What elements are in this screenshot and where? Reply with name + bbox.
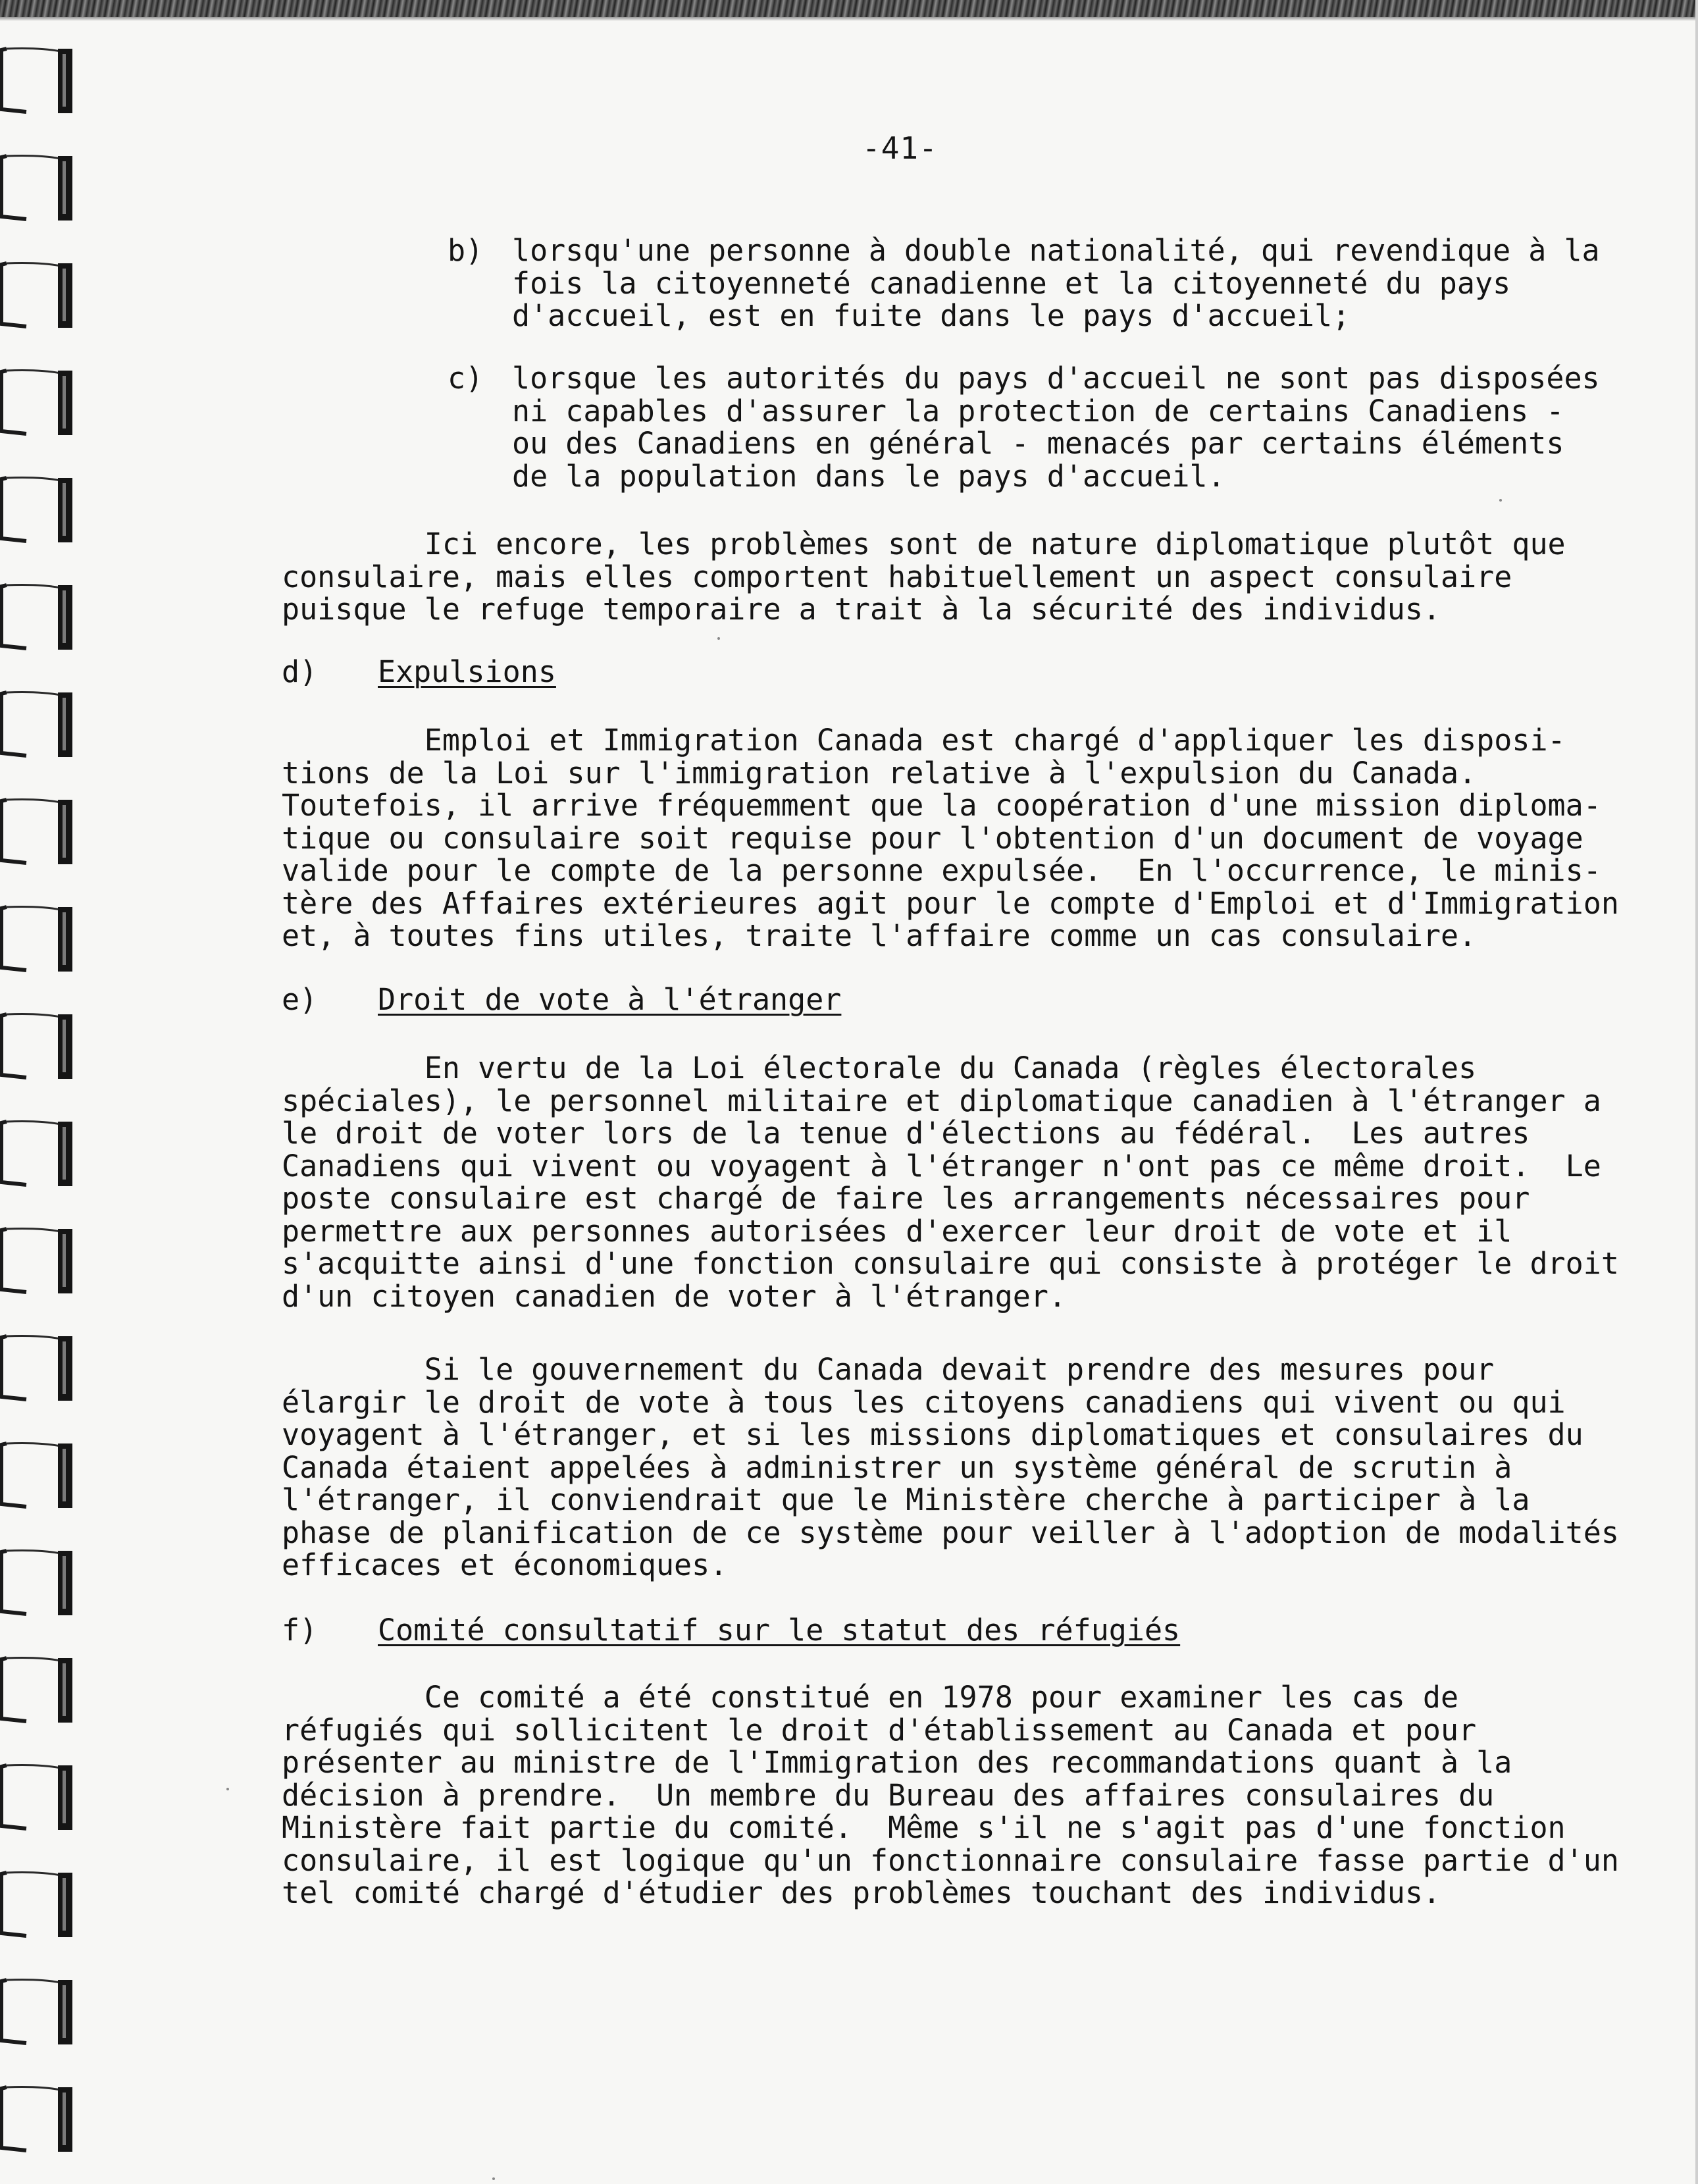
scan-speck bbox=[492, 2177, 495, 2180]
binding-ring bbox=[1, 1122, 72, 1187]
page-number: -41- bbox=[862, 130, 938, 166]
item-c-text: lorsque les autorités du pays d'accueil ne sont pas disposées ni capables d'assurer la protection de certains Canadiens - ou des Canadiens en général - menacés par certains éléments de la population dans le pays d'accueil. bbox=[512, 361, 1600, 494]
binding-ring bbox=[1, 1336, 72, 1401]
section-e-letter: e) bbox=[282, 982, 318, 1017]
binding-ring bbox=[1, 800, 72, 865]
binding-ring bbox=[1, 692, 72, 758]
paragraph-si-le-gouvernement: Si le gouvernement du Canada devait prendre des mesures pour élargir le droit de vote à tous les citoyens canadiens qui vivent ou qui voyagent à l'étranger, et si les missions diplomatiques et consulaires du Canada étaient appelées à administrer un système général de scrutin à l'étranger, il conviendrait que le Ministère cherche à participer à la phase de planification de ce système pour veiller à l'adoption de modalités efficaces et économiques. bbox=[282, 1352, 1619, 1582]
binding-ring bbox=[1, 1229, 72, 1294]
section-e-heading: Droit de vote à l'étranger bbox=[378, 982, 842, 1017]
binding-ring bbox=[1, 1873, 72, 1938]
binding-ring bbox=[1, 1551, 72, 1616]
section-f-heading: Comité consultatif sur le statut des réfugiés bbox=[378, 1613, 1181, 1648]
scan-top-shadow bbox=[0, 17, 1698, 21]
binding-ring bbox=[1, 1443, 72, 1509]
section-f-letter: f) bbox=[282, 1613, 318, 1648]
section-d-heading: Expulsions bbox=[378, 654, 556, 689]
binding-ring bbox=[1, 263, 72, 328]
binding-ring bbox=[1, 585, 72, 650]
binding-ring bbox=[1, 371, 72, 436]
scan-speck bbox=[1499, 499, 1502, 502]
scan-top-edge bbox=[0, 0, 1698, 17]
item-c-letter: c) bbox=[448, 361, 484, 396]
scan-speck bbox=[226, 1788, 229, 1790]
item-b-text: lorsqu'une personne à double nationalité, qui revendique à la fois la citoyenneté canadienne et la citoyenneté du pays d'accueil, est en fuite dans le pays d'accueil; bbox=[512, 233, 1600, 333]
binding-ring bbox=[1, 1658, 72, 1723]
binding-ring bbox=[1, 1014, 72, 1079]
binding-ring bbox=[1, 1765, 72, 1831]
binding-ring bbox=[1, 907, 72, 972]
scan-right-edge bbox=[1695, 0, 1698, 2184]
paragraph-ici-encore: Ici encore, les problèmes sont de nature diplomatique plutôt que consulaire, mais elles comportent habituellement un aspect consulaire puisque le refuge temporaire a trait à la sécurité des individus. bbox=[282, 527, 1566, 627]
binding-ring bbox=[1, 156, 72, 221]
section-d-letter: d) bbox=[282, 654, 318, 689]
scan-speck bbox=[717, 637, 720, 640]
paragraph-ce-comite: Ce comité a été constitué en 1978 pour examiner les cas de réfugiés qui sollicitent le droit d'établissement au Canada et pour présenter au ministre de l'Immigration des recommandations quant à la décision à prendre. Un membre du Bureau des affaires consulaires du Ministère fait partie du comité. Même s'il ne s'agit pas d'une fonction consulaire, il est logique qu'un fonctionnaire consulaire fasse partie d'un tel comité chargé d'étudier des problèmes touchant des individus. bbox=[282, 1680, 1619, 1910]
binding-ring bbox=[1, 1980, 72, 2045]
ring-binding bbox=[0, 0, 92, 2184]
binding-ring bbox=[1, 49, 72, 114]
paragraph-emploi: Emploi et Immigration Canada est chargé d'appliquer les disposi- tions de la Loi sur l'immigration relative à l'expulsion du Canada. Toutefois, il arrive fréquemment que la coopération d'une mission diploma- tique ou consulaire soit requise pour l'obtention d'un document de voyage valide pour le compte de la personne expulsée. En l'occurrence, le minis- tère des Affaires extérieures agit pour le compte d'Emploi et d'Immigration et, à toutes fins utiles, traite l'affaire comme un cas consulaire. bbox=[282, 723, 1619, 953]
binding-ring bbox=[1, 478, 72, 543]
paragraph-en-vertu: En vertu de la Loi électorale du Canada (règles électorales spéciales), le personnel militaire et diplomatique canadien à l'étranger a le droit de voter lors de la tenue d'élections au fédéral. Les autres Canadiens qui vivent ou voyagent à l'étranger n'ont pas ce même droit. Le poste consulaire est chargé de faire les arrangements nécessaires pour permettre aux personnes autorisées d'exercer leur droit de vote et il s'acquitte ainsi d'une fonction consulaire qui consiste à protéger le droit d'un citoyen canadien de voter à l'étranger. bbox=[282, 1051, 1619, 1314]
item-b-letter: b) bbox=[448, 233, 484, 268]
binding-ring bbox=[1, 2087, 72, 2152]
